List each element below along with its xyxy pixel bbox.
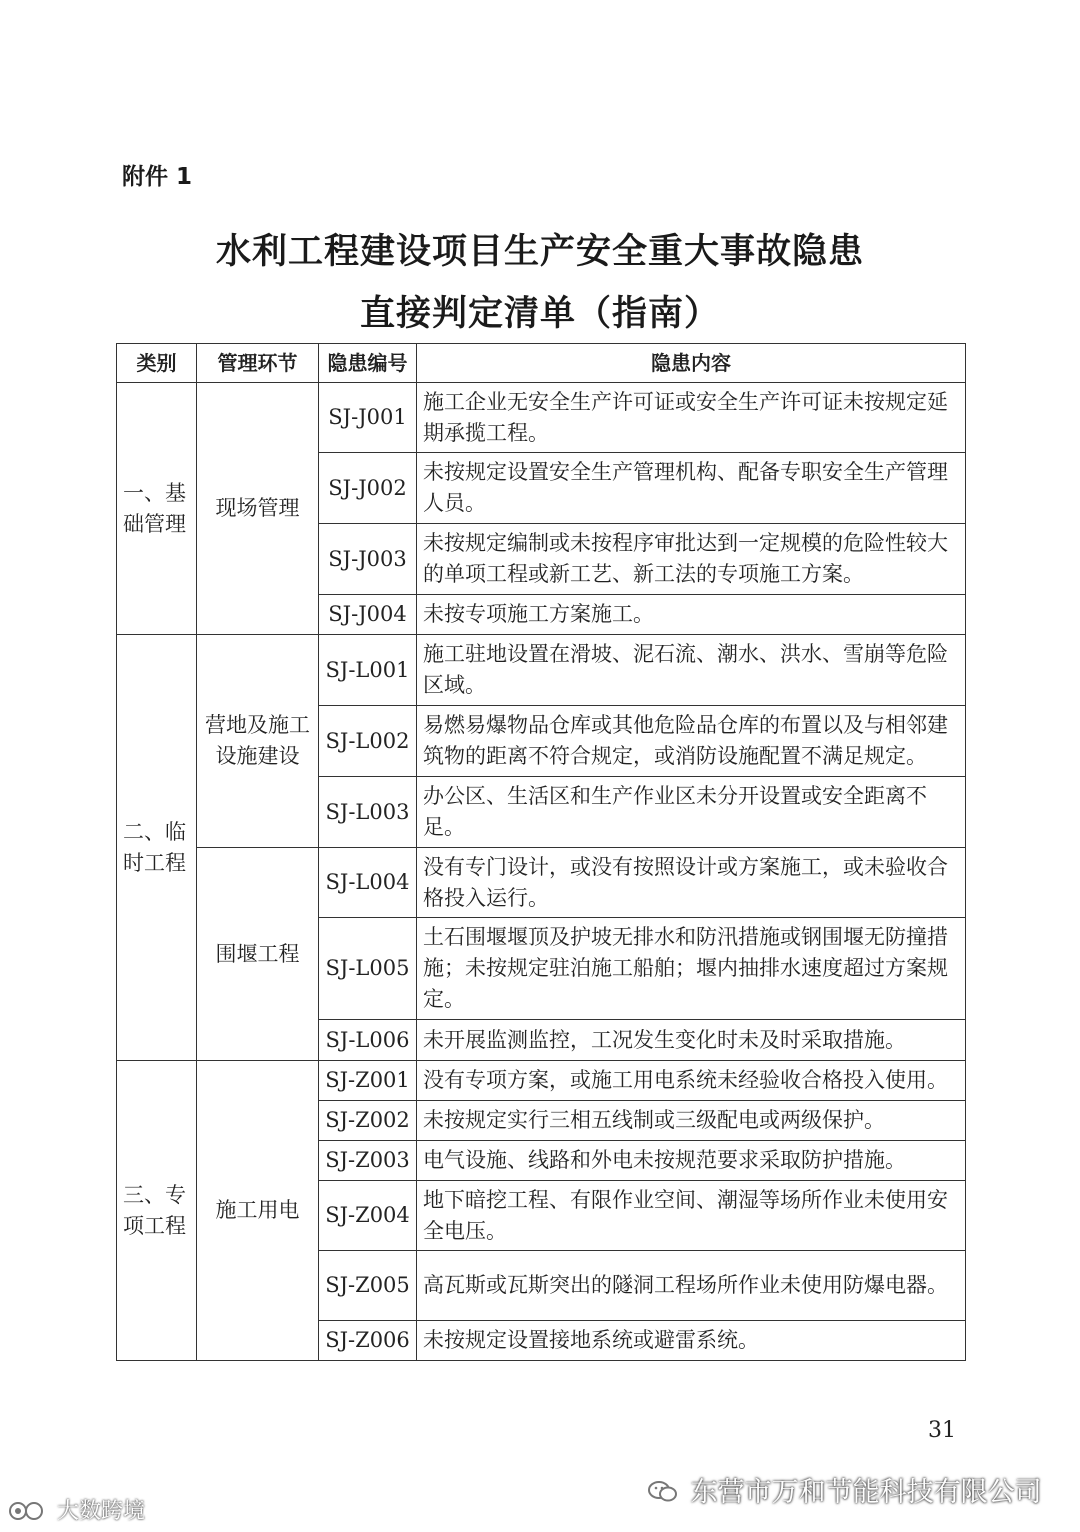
hazard-code-cell: SJ-L003 bbox=[319, 777, 417, 848]
page-number: 31 bbox=[928, 1418, 956, 1443]
category-cell: 三、专项工程 bbox=[117, 1061, 197, 1361]
hazard-code-cell: SJ-Z002 bbox=[319, 1101, 417, 1141]
brand-logo-icon bbox=[8, 1499, 57, 1524]
hazard-code-cell: SJ-Z004 bbox=[319, 1181, 417, 1251]
hazard-content-cell: 土石围堰堰顶及护坡无排水和防汛措施或钢围堰无防撞措施；未按规定驻泊施工船舶；堰内抽排水速度超过方案规定。 bbox=[417, 918, 966, 1020]
hazard-code-cell: SJ-Z005 bbox=[319, 1251, 417, 1321]
hazard-content-cell: 未开展监测监控，工况发生变化时未及时采取措施。 bbox=[417, 1020, 966, 1061]
category-cell: 一、基础管理 bbox=[117, 383, 197, 635]
watermark-brand bbox=[8, 1494, 145, 1525]
hazard-code-cell: SJ-L004 bbox=[319, 848, 417, 918]
hazard-content-cell: 没有专项方案，或施工用电系统未经验收合格投入使用。 bbox=[417, 1061, 966, 1101]
hazard-content-cell: 未按专项施工方案施工。 bbox=[417, 595, 966, 635]
page-title-line2: 直接判定清单（指南） bbox=[359, 294, 720, 334]
category-cell: 二、临时工程 bbox=[117, 635, 197, 1061]
table-row bbox=[117, 383, 966, 453]
hazard-code-cell: SJ-J004 bbox=[319, 595, 417, 635]
table-header-row bbox=[117, 344, 966, 383]
page-title-line1: 水利工程建设项目生产安全重大事故隐患 bbox=[215, 232, 864, 272]
management-step-cell: 围堰工程 bbox=[197, 848, 319, 1061]
watermark-company-text: 东营市万和节能科技有限公司 bbox=[690, 1477, 1042, 1508]
hazard-content-cell: 未按规定设置接地系统或避雷系统。 bbox=[417, 1321, 966, 1361]
table-row bbox=[117, 848, 966, 918]
hazard-content-cell: 易燃易爆物品仓库或其他危险品仓库的布置以及与相邻建筑物的距离不符合规定，或消防设施配置不满足规定。 bbox=[417, 706, 966, 777]
hazard-code-cell: SJ-Z003 bbox=[319, 1141, 417, 1181]
hazard-code-cell: SJ-Z001 bbox=[319, 1061, 417, 1101]
management-step-cell: 营地及施工设施建设 bbox=[197, 635, 319, 848]
hazard-code-cell: SJ-J003 bbox=[319, 524, 417, 595]
hazard-code-cell: SJ-L005 bbox=[319, 918, 417, 1020]
hazard-content-cell: 高瓦斯或瓦斯突出的隧洞工程场所作业未使用防爆电器。 bbox=[417, 1251, 966, 1321]
header-hazard-code: 隐患编号 bbox=[319, 344, 417, 383]
hazard-content-cell: 未按规定实行三相五线制或三级配电或两级保护。 bbox=[417, 1101, 966, 1141]
hazard-content-cell: 未按规定设置安全生产管理机构、配备专职安全生产管理人员。 bbox=[417, 453, 966, 524]
header-category: 类别 bbox=[117, 344, 197, 383]
management-step-cell: 施工用电 bbox=[197, 1061, 319, 1361]
hazard-content-cell: 施工驻地设置在滑坡、泥石流、潮水、洪水、雪崩等危险区域。 bbox=[417, 635, 966, 706]
attachment-label: 附件 1 bbox=[122, 164, 193, 190]
hazard-content-cell: 没有专门设计，或没有按照设计或方案施工，或未验收合格投入运行。 bbox=[417, 848, 966, 918]
hazard-content-cell: 地下暗挖工程、有限作业空间、潮湿等场所作业未使用安全电压。 bbox=[417, 1181, 966, 1251]
hazard-content-cell: 电气设施、线路和外电未按规范要求采取防护措施。 bbox=[417, 1141, 966, 1181]
hazard-code-cell: SJ-L006 bbox=[319, 1020, 417, 1061]
hazard-code-cell: SJ-J001 bbox=[319, 383, 417, 453]
hazard-code-cell: SJ-L002 bbox=[319, 706, 417, 777]
hazard-table bbox=[116, 343, 966, 1361]
watermark-brand-text: 大数跨境 bbox=[57, 1499, 146, 1524]
hazard-content-cell: 办公区、生活区和生产作业区未分开设置或安全距离不足。 bbox=[417, 777, 966, 848]
hazard-code-cell: SJ-L001 bbox=[319, 635, 417, 706]
hazard-content-cell: 未按规定编制或未按程序审批达到一定规模的危险性较大的单项工程或新工艺、新工法的专项施工方案。 bbox=[417, 524, 966, 595]
wechat-icon bbox=[648, 1477, 687, 1508]
header-management-step: 管理环节 bbox=[197, 344, 319, 383]
hazard-code-cell: SJ-Z006 bbox=[319, 1321, 417, 1361]
table-row bbox=[117, 635, 966, 706]
management-step-cell: 现场管理 bbox=[197, 383, 319, 635]
table-row bbox=[117, 1061, 966, 1101]
hazard-content-cell: 施工企业无安全生产许可证或安全生产许可证未按规定延期承揽工程。 bbox=[417, 383, 966, 453]
hazard-code-cell: SJ-J002 bbox=[319, 453, 417, 524]
watermark-company bbox=[648, 1470, 1042, 1509]
header-hazard-content: 隐患内容 bbox=[417, 344, 966, 383]
